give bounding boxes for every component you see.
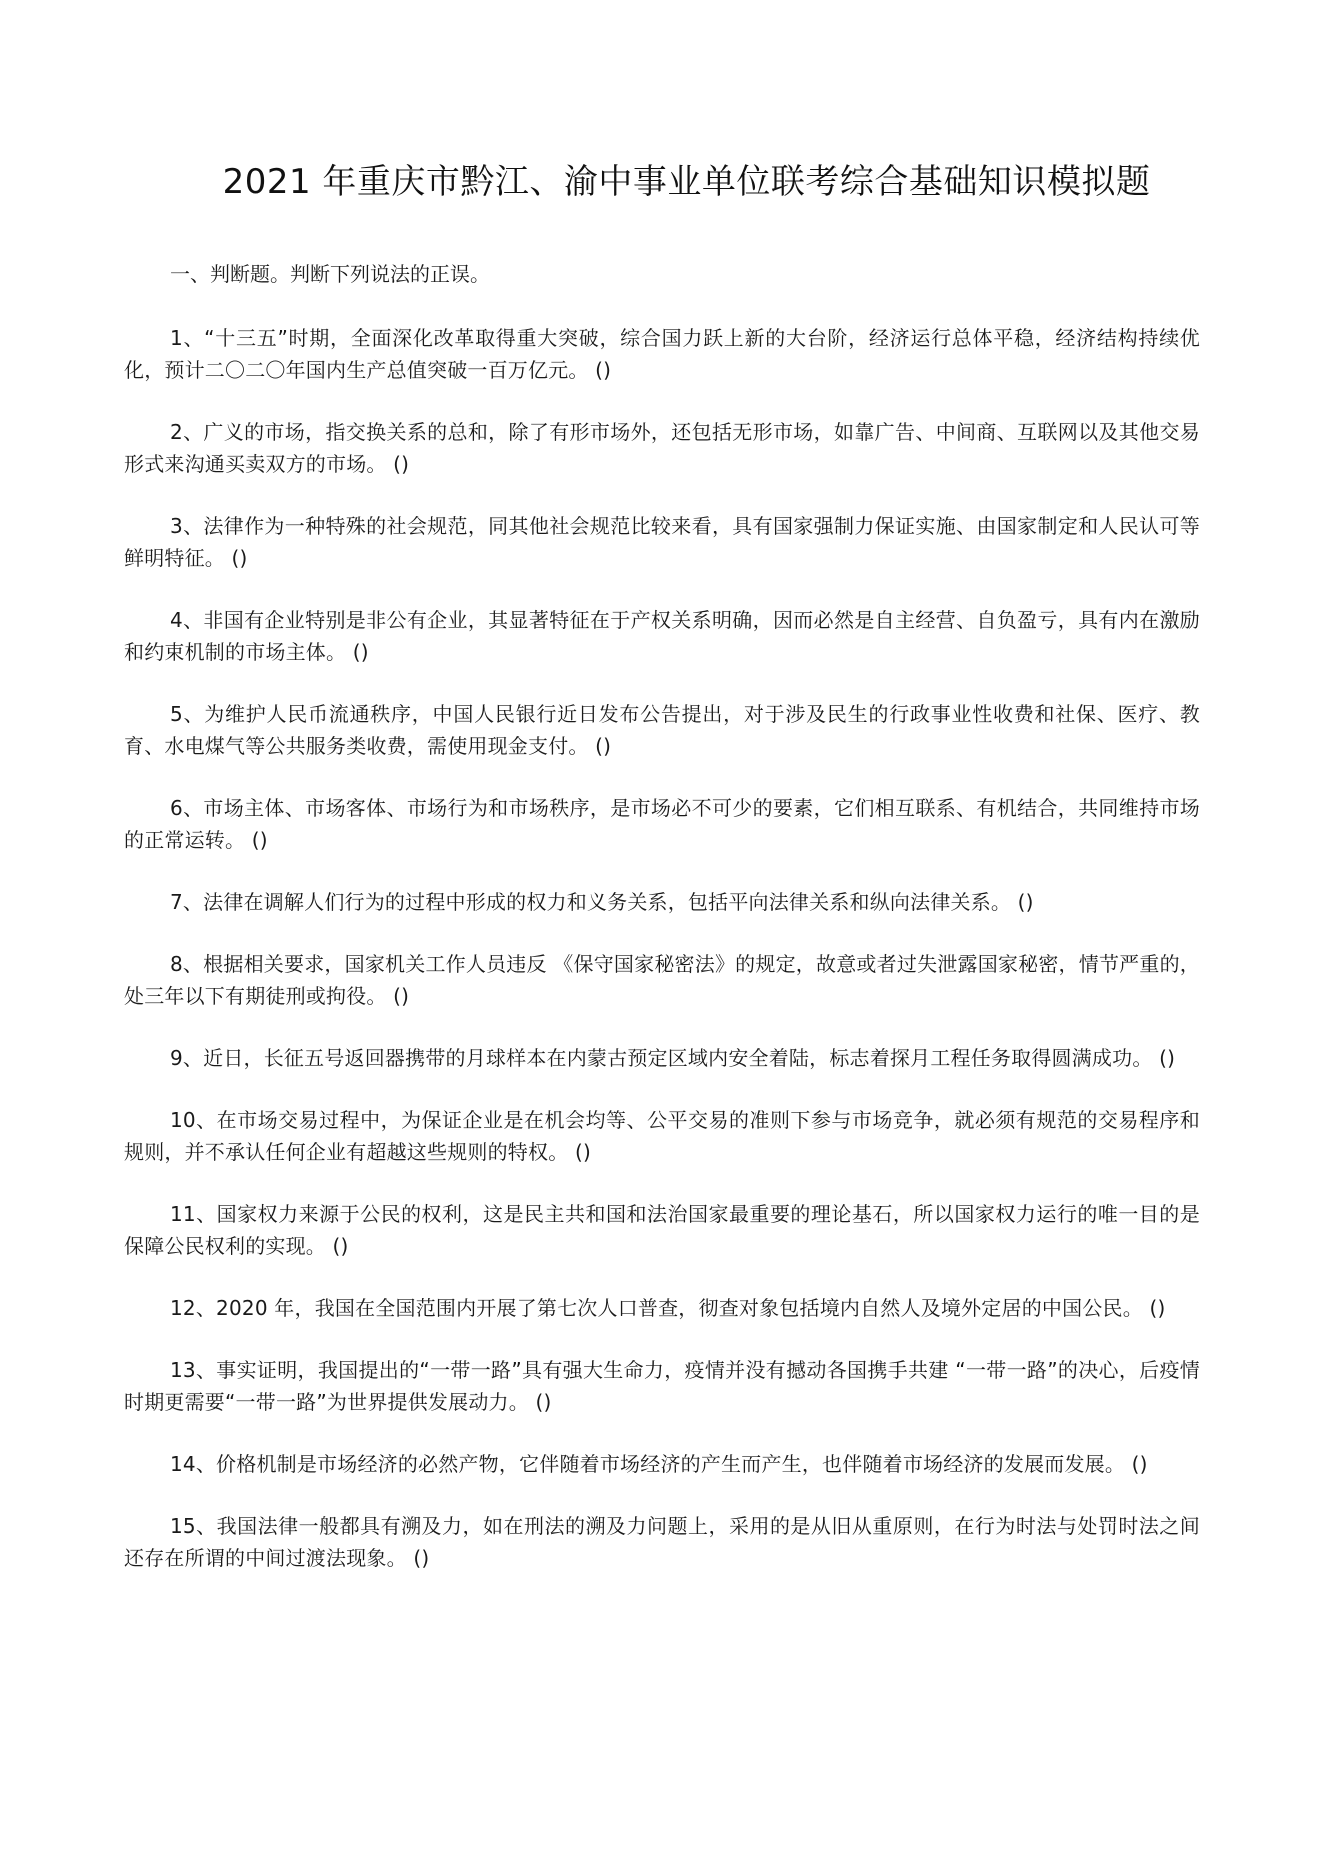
question-4: 4、非国有企业特别是非公有企业，其显著特征在于产权关系明确，因而必然是自主经营、自负盈亏，具有内在激励和约束机制的市场主体。 (): [124, 608, 1200, 664]
question-12: 12、2020 年，我国在全国范围内开展了第七次人口普查，彻查对象包括境内自然人及境外定居的中国公民。 (): [170, 1296, 1166, 1320]
question-11: 11、国家权力来源于公民的权利，这是民主共和国和法治国家最重要的理论基石，所以国家权力运行的唯一目的是保障公民权利的实现。 (): [124, 1202, 1200, 1258]
question-1: 1、“十三五”时期，全面深化改革取得重大突破，综合国力跃上新的大台阶，经济运行总体平稳，经济结构持续优化，预计二〇二〇年国内生产总值突破一百万亿元。 (): [124, 326, 1200, 382]
question-2: 2、广义的市场，指交换关系的总和，除了有形市场外，还包括无形市场，如靠广告、中间商、互联网以及其他交易形式来沟通买卖双方的市场。 (): [124, 420, 1200, 476]
question-13: 13、事实证明，我国提出的“一带一路”具有强大生命力，疫情并没有撼动各国携手共建 “一带一路”的决心，后疫情时期更需要“一带一路”为世界提供发展动力。 (): [124, 1358, 1200, 1414]
question-8: 8、根据相关要求，国家机关工作人员违反 《保守国家秘密法》的规定，故意或者过失泄露国家秘密，情节严重的，处三年以下有期徒刑或拘役。 (): [124, 952, 1200, 1008]
question-7: 7、法律在调解人们行为的过程中形成的权力和义务关系，包括平向法律关系和纵向法律关系。 (): [170, 890, 1034, 914]
question-5: 5、为维护人民币流通秩序，中国人民银行近日发布公告提出，对于涉及民生的行政事业性收费和社保、医疗、教育、水电煤气等公共服务类收费，需使用现金支付。 (): [124, 702, 1200, 758]
question-6: 6、市场主体、市场客体、市场行为和市场秩序，是市场必不可少的要素，它们相互联系、有机结合，共同维持市场的正常运转。 (): [124, 796, 1200, 852]
section-heading: 一、判断题。判断下列说法的正误。: [170, 262, 490, 286]
question-14: 14、价格机制是市场经济的必然产物，它伴随着市场经济的产生而产生，也伴随着市场经济的发展而发展。 (): [170, 1452, 1148, 1476]
document-title: 2021 年重庆市黔江、渝中事业单位联考综合基础知识模拟题: [222, 162, 1151, 202]
question-9: 9、近日，长征五号返回器携带的月球样本在内蒙古预定区域内安全着陆，标志着探月工程任务取得圆满成功。 (): [170, 1046, 1176, 1070]
question-3: 3、法律作为一种特殊的社会规范，同其他社会规范比较来看，具有国家强制力保证实施、由国家制定和人民认可等鲜明特征。 (): [124, 514, 1200, 570]
question-15: 15、我国法律一般都具有溯及力，如在刑法的溯及力问题上，采用的是从旧从重原则，在行为时法与处罚时法之间还存在所谓的中间过渡法现象。 (): [124, 1514, 1200, 1570]
question-10: 10、在市场交易过程中，为保证企业是在机会均等、公平交易的准则下参与市场竞争，就必须有规范的交易程序和规则，并不承认任何企业有超越这些规则的特权。 (): [124, 1108, 1200, 1164]
question-list: [124, 322, 1200, 1604]
